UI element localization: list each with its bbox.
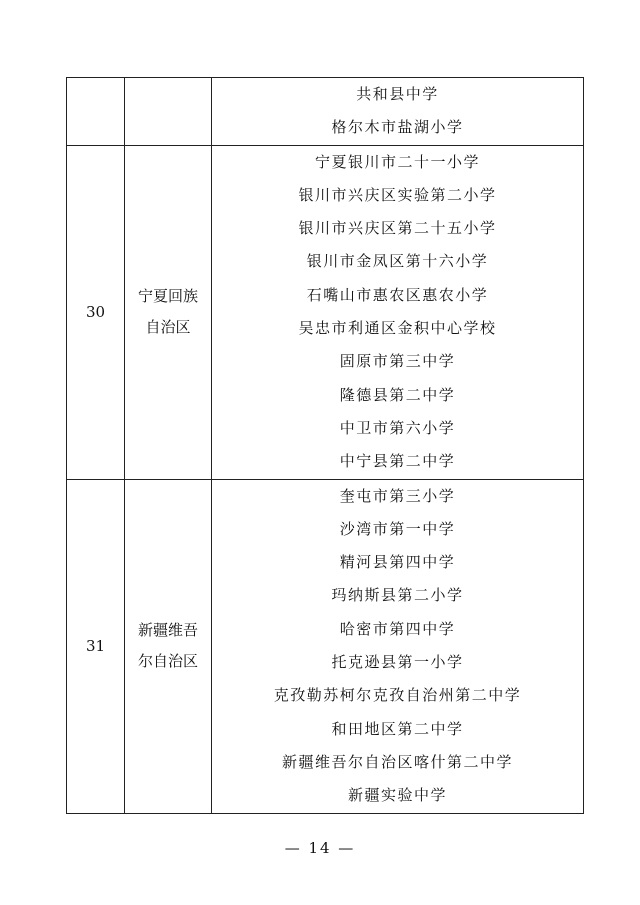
- school-name: 共和县中学: [356, 85, 439, 103]
- school-name: 玛纳斯县第二小学: [331, 586, 464, 605]
- school-name: 托克逊县第一小学: [331, 653, 464, 672]
- school-name: 银川市兴庆区实验第二小学: [298, 185, 497, 204]
- school-name: 隆德县第二中学: [339, 385, 456, 404]
- row-number-cell: 30: [67, 145, 125, 479]
- school-name: 和田地区第二中学: [331, 719, 464, 738]
- school-name: 哈密市第四中学: [339, 619, 456, 638]
- school-name: 中卫市第六小学: [339, 418, 456, 437]
- school-name: 吴忠市利通区金积中心学校: [298, 319, 497, 338]
- schools-cell: [212, 479, 584, 813]
- row-number-cell: 31: [67, 479, 125, 813]
- school-name: 精河县第四中学: [339, 553, 456, 572]
- school-name: 宁夏银川市二十一小学: [314, 152, 480, 171]
- table-row: [67, 145, 584, 479]
- region-cell: [125, 479, 212, 813]
- school-name: 奎屯市第三小学: [339, 486, 456, 505]
- school-name: 石嘴山市惠农区惠农小学: [306, 285, 489, 304]
- table-row: [67, 479, 584, 813]
- school-name: 新疆实验中学: [347, 786, 447, 805]
- region-cell: [125, 145, 212, 479]
- school-name: 格尔木市盐湖小学: [331, 118, 464, 137]
- region-name-line: 尔自治区: [137, 652, 198, 671]
- row-number-cell: [67, 78, 125, 146]
- region-name-line: 新疆维吾: [137, 621, 198, 640]
- school-name: 新疆维吾尔自治区喀什第二中学: [281, 752, 513, 771]
- school-name: 银川市金凤区第十六小学: [306, 252, 489, 271]
- school-list-table: [66, 77, 584, 814]
- region-name-line: 自治区: [145, 318, 191, 337]
- school-name: 银川市兴庆区第二十五小学: [298, 219, 497, 238]
- page-number: — 14 —: [284, 839, 356, 857]
- school-name: 克孜勒苏柯尔克孜自治州第二中学: [273, 686, 522, 705]
- table-row: [67, 78, 584, 146]
- schools-cell: [212, 145, 584, 479]
- school-name: 固原市第三中学: [339, 352, 456, 371]
- schools-cell: [212, 78, 584, 146]
- region-cell: [125, 78, 212, 146]
- school-name: 沙湾市第一中学: [339, 519, 456, 538]
- region-name-line: 宁夏回族: [137, 287, 198, 306]
- school-name: 中宁县第二中学: [339, 452, 456, 471]
